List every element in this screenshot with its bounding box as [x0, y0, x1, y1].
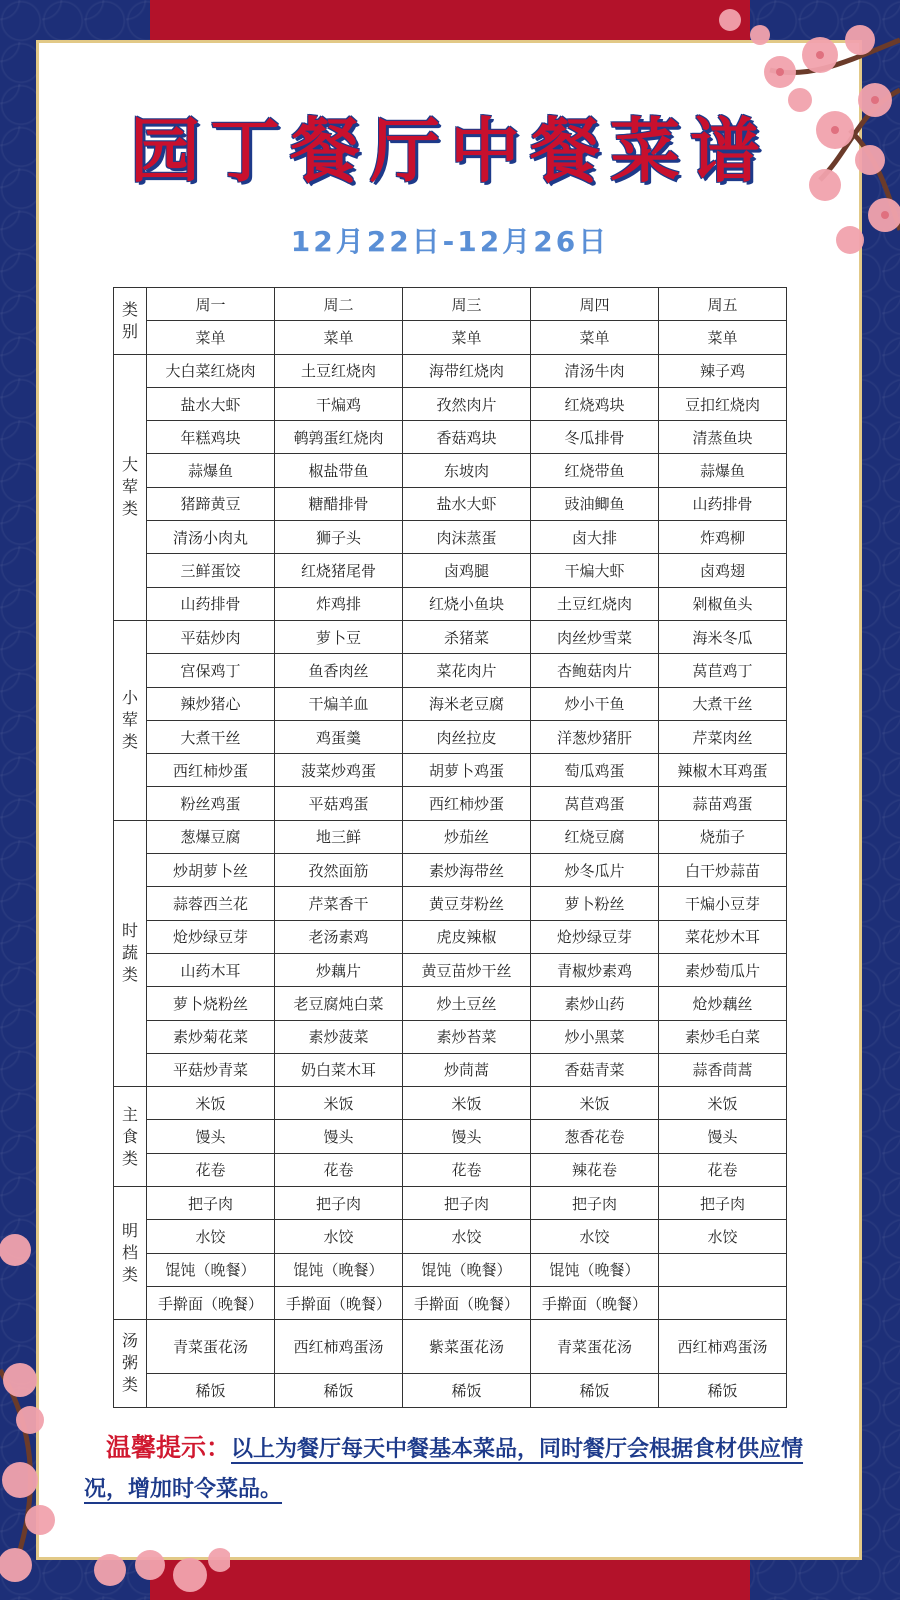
menu-row	[114, 1320, 787, 1374]
dish-cell: 平菇炒青菜	[147, 1053, 275, 1086]
dish-cell: 芹菜肉丝	[659, 720, 787, 753]
cherry-blossom-bottom-center	[90, 1520, 230, 1600]
dish-cell: 手擀面（晚餐）	[275, 1286, 403, 1319]
dish-cell: 猪蹄黄豆	[147, 487, 275, 520]
dish-cell: 素炒毛白菜	[659, 1020, 787, 1053]
menu-row	[114, 487, 787, 520]
menu-row	[114, 1120, 787, 1153]
dish-cell: 干煸羊血	[275, 687, 403, 720]
dish-cell: 炒胡萝卜丝	[147, 854, 275, 887]
dish-cell: 葱香花卷	[531, 1120, 659, 1153]
dish-cell: 白干炒蒜苗	[659, 854, 787, 887]
category-label: 明 档 类	[121, 1221, 138, 1285]
dish-cell: 胡萝卜鸡蛋	[403, 754, 531, 787]
dish-cell: 辣花卷	[531, 1153, 659, 1186]
tip-label: 温馨提示：	[106, 1433, 232, 1462]
menu-row	[114, 421, 787, 454]
dish-cell: 豉油鲫鱼	[531, 487, 659, 520]
dish-cell: 蒜爆鱼	[147, 454, 275, 487]
dish-cell: 馄饨（晚餐）	[403, 1253, 531, 1286]
dish-cell: 三鲜蛋饺	[147, 554, 275, 587]
menu-row	[114, 1053, 787, 1086]
category-label: 主 食 类	[121, 1104, 138, 1168]
dish-cell: 海带红烧肉	[403, 354, 531, 387]
menu-row	[114, 1374, 787, 1407]
page-title: 园丁餐厅中餐菜谱	[130, 110, 770, 192]
dish-cell: 鹌鹑蛋红烧肉	[275, 421, 403, 454]
dish-cell: 水饺	[275, 1220, 403, 1253]
dish-cell: 肉沫蒸蛋	[403, 521, 531, 554]
dish-cell: 稀饭	[531, 1374, 659, 1407]
dish-cell: 平菇鸡蛋	[275, 787, 403, 820]
dish-cell: 红烧豆腐	[531, 820, 659, 853]
dish-cell: 馒头	[403, 1120, 531, 1153]
dish-cell: 鸡蛋羹	[275, 720, 403, 753]
dish-cell: 素炒海带丝	[403, 854, 531, 887]
dish-cell: 红烧小鱼块	[403, 587, 531, 620]
menu-row	[114, 654, 787, 687]
menu-row	[114, 454, 787, 487]
menu-row	[114, 521, 787, 554]
dish-cell: 肉丝炒雪菜	[531, 620, 659, 653]
dish-cell: 辣子鸡	[659, 354, 787, 387]
header-row-days	[114, 288, 787, 321]
dish-cell: 炒茄丝	[403, 820, 531, 853]
menu-row	[114, 554, 787, 587]
dish-cell: 红烧带鱼	[531, 454, 659, 487]
dish-cell: 炒藕片	[275, 953, 403, 986]
dish-cell: 花卷	[147, 1153, 275, 1186]
dish-cell: 蒜蓉西兰花	[147, 887, 275, 920]
dish-cell: 花卷	[659, 1153, 787, 1186]
menu-row	[114, 687, 787, 720]
menu-row	[114, 1286, 787, 1319]
dish-cell: 稀饭	[147, 1374, 275, 1407]
category-cell	[114, 354, 147, 620]
dish-cell: 米饭	[659, 1087, 787, 1120]
dish-cell: 豆扣红烧肉	[659, 387, 787, 420]
dish-cell: 水饺	[659, 1220, 787, 1253]
menu-subheader: 菜单	[275, 321, 403, 354]
menu-row	[114, 1153, 787, 1186]
dish-cell: 大煮干丝	[147, 720, 275, 753]
dish-cell: 手擀面（晚餐）	[147, 1286, 275, 1319]
dish-cell: 炸鸡排	[275, 587, 403, 620]
dish-cell: 大白菜红烧肉	[147, 354, 275, 387]
dish-cell: 海米老豆腐	[403, 687, 531, 720]
dish-cell: 清汤小肉丸	[147, 521, 275, 554]
dish-cell: 米饭	[403, 1087, 531, 1120]
dish-cell: 老汤素鸡	[275, 920, 403, 953]
menu-row	[114, 887, 787, 920]
dish-cell: 孜然肉片	[403, 387, 531, 420]
menu-row	[114, 820, 787, 853]
menu-row	[114, 854, 787, 887]
menu-table	[113, 287, 787, 1408]
dish-cell: 素炒山药	[531, 987, 659, 1020]
dish-cell: 蒜爆鱼	[659, 454, 787, 487]
dish-cell: 炝炒绿豆芽	[531, 920, 659, 953]
day-header: 周三	[403, 288, 531, 321]
dish-cell: 土豆红烧肉	[275, 354, 403, 387]
dish-cell: 米饭	[531, 1087, 659, 1120]
dish-cell: 米饭	[275, 1087, 403, 1120]
menu-row	[114, 1087, 787, 1120]
dish-cell: 稀饭	[403, 1374, 531, 1407]
dish-cell: 炝炒绿豆芽	[147, 920, 275, 953]
dish-cell: 把子肉	[403, 1187, 531, 1220]
dish-cell: 干煸大虾	[531, 554, 659, 587]
dish-cell: 青菜蛋花汤	[147, 1320, 275, 1374]
dish-cell	[659, 1286, 787, 1319]
dish-cell: 馄饨（晚餐）	[275, 1253, 403, 1286]
menu-row	[114, 354, 787, 387]
dish-cell: 葱爆豆腐	[147, 820, 275, 853]
dish-cell: 红烧猪尾骨	[275, 554, 403, 587]
menu-row	[114, 1187, 787, 1220]
day-header: 周四	[531, 288, 659, 321]
dish-cell: 孜然面筋	[275, 854, 403, 887]
dish-cell: 年糕鸡块	[147, 421, 275, 454]
dish-cell: 西红柿炒蛋	[147, 754, 275, 787]
day-header: 周二	[275, 288, 403, 321]
dish-cell: 萄瓜鸡蛋	[531, 754, 659, 787]
dish-cell: 烧茄子	[659, 820, 787, 853]
dish-cell: 素炒菊花菜	[147, 1020, 275, 1053]
dish-cell	[659, 1253, 787, 1286]
menu-subheader: 菜单	[403, 321, 531, 354]
dish-cell: 水饺	[531, 1220, 659, 1253]
dish-cell: 馄饨（晚餐）	[531, 1253, 659, 1286]
dish-cell: 萝卜烧粉丝	[147, 987, 275, 1020]
tip-text: 以上为餐厅每天中餐基本菜品，同时餐厅会根据食材供应情况，增加时令菜品。	[84, 1436, 804, 1502]
dish-cell: 大煮干丝	[659, 687, 787, 720]
dish-cell: 西红柿炒蛋	[403, 787, 531, 820]
dish-cell: 洋葱炒猪肝	[531, 720, 659, 753]
dish-cell: 炸鸡柳	[659, 521, 787, 554]
header-row-menu	[114, 321, 787, 354]
day-header: 周一	[147, 288, 275, 321]
dish-cell: 狮子头	[275, 521, 403, 554]
category-label: 时 蔬 类	[121, 921, 138, 985]
dish-cell: 菜花肉片	[403, 654, 531, 687]
dish-cell: 清蒸鱼块	[659, 421, 787, 454]
category-cell	[114, 1187, 147, 1320]
menu-row	[114, 920, 787, 953]
dish-cell: 素炒萄瓜片	[659, 953, 787, 986]
dish-cell: 稀饭	[659, 1374, 787, 1407]
dish-cell: 鱼香肉丝	[275, 654, 403, 687]
category-label: 小 荤 类	[121, 688, 138, 752]
dish-cell: 地三鲜	[275, 820, 403, 853]
dish-cell: 馒头	[147, 1120, 275, 1153]
dish-cell: 黄豆芽粉丝	[403, 887, 531, 920]
dish-cell: 椒盐带鱼	[275, 454, 403, 487]
dish-cell: 土豆红烧肉	[531, 587, 659, 620]
menu-row	[114, 620, 787, 653]
menu-row	[114, 720, 787, 753]
menu-row	[114, 1020, 787, 1053]
dish-cell: 芹菜香干	[275, 887, 403, 920]
dish-cell: 奶白菜木耳	[275, 1053, 403, 1086]
dish-cell: 辣椒木耳鸡蛋	[659, 754, 787, 787]
menu-subheader: 菜单	[531, 321, 659, 354]
category-cell	[114, 820, 147, 1086]
dish-cell: 菜花炒木耳	[659, 920, 787, 953]
category-label: 大 荤 类	[121, 455, 138, 519]
menu-row	[114, 754, 787, 787]
category-header: 类 别	[114, 288, 147, 355]
menu-row	[114, 587, 787, 620]
dish-cell: 清汤牛肉	[531, 354, 659, 387]
dish-cell: 炒冬瓜片	[531, 854, 659, 887]
cherry-blossom-branch-bottom-left	[0, 1220, 90, 1600]
dish-cell: 老豆腐炖白菜	[275, 987, 403, 1020]
category-cell	[114, 1087, 147, 1187]
dish-cell: 山药木耳	[147, 953, 275, 986]
category-cell	[114, 620, 147, 820]
dish-cell: 虎皮辣椒	[403, 920, 531, 953]
bottom-red-band	[150, 1556, 750, 1600]
dish-cell: 卤大排	[531, 521, 659, 554]
dish-cell: 辣炒猪心	[147, 687, 275, 720]
dish-cell: 莴苣鸡丁	[659, 654, 787, 687]
dish-cell: 肉丝拉皮	[403, 720, 531, 753]
category-cell	[114, 1320, 147, 1407]
dish-cell: 手擀面（晚餐）	[531, 1286, 659, 1319]
dish-cell: 炒小黑菜	[531, 1020, 659, 1053]
dish-cell: 西红柿鸡蛋汤	[659, 1320, 787, 1374]
dish-cell: 干煸鸡	[275, 387, 403, 420]
dish-cell: 红烧鸡块	[531, 387, 659, 420]
dish-cell: 馒头	[659, 1120, 787, 1153]
dish-cell: 黄豆苗炒干丝	[403, 953, 531, 986]
dish-cell: 稀饭	[275, 1374, 403, 1407]
dish-cell: 蒜香茼蒿	[659, 1053, 787, 1086]
menu-subheader: 菜单	[659, 321, 787, 354]
dish-cell: 素炒菠菜	[275, 1020, 403, 1053]
dish-cell: 干煸小豆芽	[659, 887, 787, 920]
dish-cell: 炒小干鱼	[531, 687, 659, 720]
dish-cell: 冬瓜排骨	[531, 421, 659, 454]
dish-cell: 东坡肉	[403, 454, 531, 487]
dish-cell: 水饺	[147, 1220, 275, 1253]
dish-cell: 把子肉	[531, 1187, 659, 1220]
dish-cell: 馒头	[275, 1120, 403, 1153]
date-range: 12月22日-12月26日	[290, 225, 610, 258]
dish-cell: 青椒炒素鸡	[531, 953, 659, 986]
menu-row	[114, 987, 787, 1020]
menu-row	[114, 1253, 787, 1286]
dish-cell: 炒土豆丝	[403, 987, 531, 1020]
dish-cell: 西红柿鸡蛋汤	[275, 1320, 403, 1374]
dish-cell: 蒜苗鸡蛋	[659, 787, 787, 820]
dish-cell: 手擀面（晚餐）	[403, 1286, 531, 1319]
dish-cell: 菠菜炒鸡蛋	[275, 754, 403, 787]
dish-cell: 海米冬瓜	[659, 620, 787, 653]
dish-cell: 盐水大虾	[147, 387, 275, 420]
dish-cell: 馄饨（晚餐）	[147, 1253, 275, 1286]
dish-cell: 糖醋排骨	[275, 487, 403, 520]
dish-cell: 炝炒藕丝	[659, 987, 787, 1020]
dish-cell: 萝卜豆	[275, 620, 403, 653]
dish-cell: 莴苣鸡蛋	[531, 787, 659, 820]
dish-cell: 紫菜蛋花汤	[403, 1320, 531, 1374]
dish-cell: 剁椒鱼头	[659, 587, 787, 620]
menu-subheader: 菜单	[147, 321, 275, 354]
dish-cell: 卤鸡腿	[403, 554, 531, 587]
day-header: 周五	[659, 288, 787, 321]
dish-cell: 平菇炒肉	[147, 620, 275, 653]
dish-cell: 水饺	[403, 1220, 531, 1253]
menu-row	[114, 787, 787, 820]
dish-cell: 粉丝鸡蛋	[147, 787, 275, 820]
dish-cell: 山药排骨	[147, 587, 275, 620]
dish-cell: 萝卜粉丝	[531, 887, 659, 920]
dish-cell: 杏鲍菇肉片	[531, 654, 659, 687]
dish-cell: 把子肉	[147, 1187, 275, 1220]
dish-cell: 杀猪菜	[403, 620, 531, 653]
warm-tip	[84, 1428, 814, 1509]
dish-cell: 山药排骨	[659, 487, 787, 520]
dish-cell: 花卷	[275, 1153, 403, 1186]
dish-cell: 把子肉	[659, 1187, 787, 1220]
menu-row	[114, 387, 787, 420]
dish-cell: 把子肉	[275, 1187, 403, 1220]
category-label: 汤 粥 类	[121, 1331, 138, 1395]
dish-cell: 青菜蛋花汤	[531, 1320, 659, 1374]
dish-cell: 盐水大虾	[403, 487, 531, 520]
dish-cell: 素炒苔菜	[403, 1020, 531, 1053]
menu-row	[114, 953, 787, 986]
dish-cell: 香菇鸡块	[403, 421, 531, 454]
dish-cell: 炒茼蒿	[403, 1053, 531, 1086]
dish-cell: 米饭	[147, 1087, 275, 1120]
dish-cell: 花卷	[403, 1153, 531, 1186]
dish-cell: 宫保鸡丁	[147, 654, 275, 687]
dish-cell: 卤鸡翅	[659, 554, 787, 587]
menu-row	[114, 1220, 787, 1253]
dish-cell: 香菇青菜	[531, 1053, 659, 1086]
